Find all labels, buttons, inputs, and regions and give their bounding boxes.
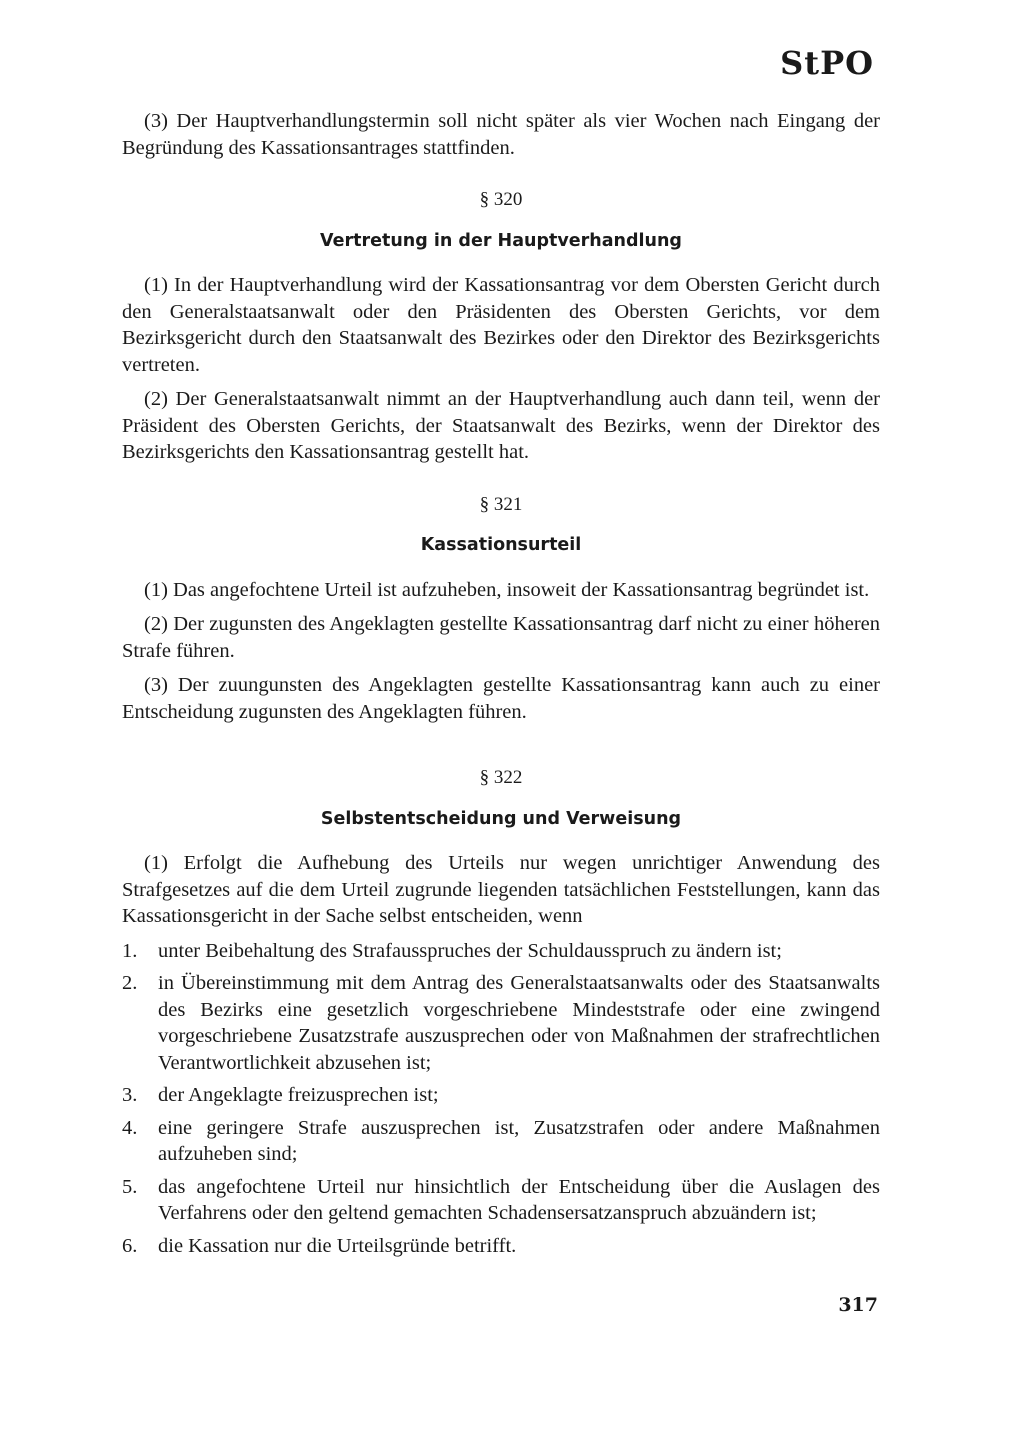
paragraph-s321-2: (2) Der zugunsten des Angeklagten gestellte Kassationsantrag darf nicht zu einer höheren Strafe führen. xyxy=(122,613,880,662)
list-item-text: in Übereinstimmung mit dem Antrag des Generalstaatsanwalts oder des Staatsanwalts des Bezirks eine gesetzlich vorgeschriebene Mindeststrafe oder eine zwingend vorgeschriebene Zusatzstrafe auszusprechen oder von Maßnahmen der strafrechtlichen Verantwortlichkeit abzusehen ist; xyxy=(158,972,880,1074)
paragraph-s320-1: (1) In der Hauptverhandlung wird der Kassationsantrag vor dem Obersten Gericht durch den Generalstaatsanwalt oder den Präsidenten des Obersten Gerichts, vor dem Bezirksgericht durch den Staatsanwalt des Bezirkes oder den Direktor des Bezirksgerichts vertreten. xyxy=(122,274,880,376)
section-322 xyxy=(122,765,880,1259)
list-item-number: 5. xyxy=(122,1175,138,1198)
running-head: StPO xyxy=(780,44,874,82)
section-number-320: § 320 xyxy=(479,189,523,210)
list-item-text: die Kassation nur die Urteilsgründe betrifft. xyxy=(158,1234,517,1257)
list-item xyxy=(122,1233,880,1260)
section-title-320: Vertretung in der Hauptverhandlung xyxy=(320,230,682,251)
page-content xyxy=(122,108,880,1265)
list-item xyxy=(122,970,880,1076)
list-item-number: 6. xyxy=(122,1234,138,1257)
page-number: 317 xyxy=(838,1294,878,1316)
section-number-322: § 322 xyxy=(479,767,523,788)
paragraph-s322-1: (1) Erfolgt die Aufhebung des Urteils nur wegen unrichtiger Anwendung des Strafgesetzes auf die dem Urteil zugrunde liegenden tatsächlichen Feststellungen, kann das Kassationsgericht in der Sache selbst entscheiden, wenn xyxy=(122,852,880,927)
section-number-321: § 321 xyxy=(479,493,523,515)
list-item xyxy=(122,1174,880,1227)
list-item xyxy=(122,938,880,965)
list-item-text: der Angeklagte freizusprechen ist; xyxy=(158,1084,439,1106)
list-item-number: 1. xyxy=(122,939,138,962)
list-item xyxy=(122,1082,880,1109)
paragraph-s321-3: (3) Der zuungunsten des Angeklagten gestellte Kassationsantrag kann auch zu einer Entscheidung zugunsten des Angeklagten führen. xyxy=(122,674,880,723)
section-320 xyxy=(122,187,880,466)
list-item-text: das angefochtene Urteil nur hinsichtlich der Entscheidung über die Auslagen des Verfahrens oder den geltend gemachten Schadensersatzanspruch abzuändern ist; xyxy=(158,1175,880,1224)
paragraph-s321-1: (1) Das angefochtene Urteil ist aufzuheben, insoweit der Kassationsantrag begründet ist. xyxy=(144,578,870,601)
list-item-number: 2. xyxy=(122,972,138,994)
enumerated-list xyxy=(122,938,880,1260)
list-item-number: 3. xyxy=(122,1084,138,1106)
section-title-322: Selbstentscheidung und Verweisung xyxy=(320,808,682,829)
paragraph-s320-2: (2) Der Generalstaatsanwalt nimmt an der Hauptverhandlung auch dann teil, wenn der Präsident des Obersten Gerichts, der Staatsanwalt des Bezirks, wenn der Direktor des Bezirksgerichts den Kassationsantrag gestellt hat. xyxy=(122,388,880,463)
section-title-321: Kassationsurteil xyxy=(420,535,582,555)
list-item xyxy=(122,1115,880,1168)
list-item-text: eine geringere Strafe auszusprechen ist, Zusatzstrafen oder andere Maßnahmen aufzuheben sind; xyxy=(158,1116,880,1165)
paragraph-s319-3: (3) Der Hauptverhandlungstermin soll nicht später als vier Wochen nach Eingang der Begründung des Kassationsantrages stattfinden. xyxy=(122,110,880,159)
section-321 xyxy=(122,492,880,726)
list-item-text: unter Beibehaltung des Strafausspruches der Schuldausspruch zu ändern ist; xyxy=(158,939,782,962)
list-item-number: 4. xyxy=(122,1116,138,1139)
